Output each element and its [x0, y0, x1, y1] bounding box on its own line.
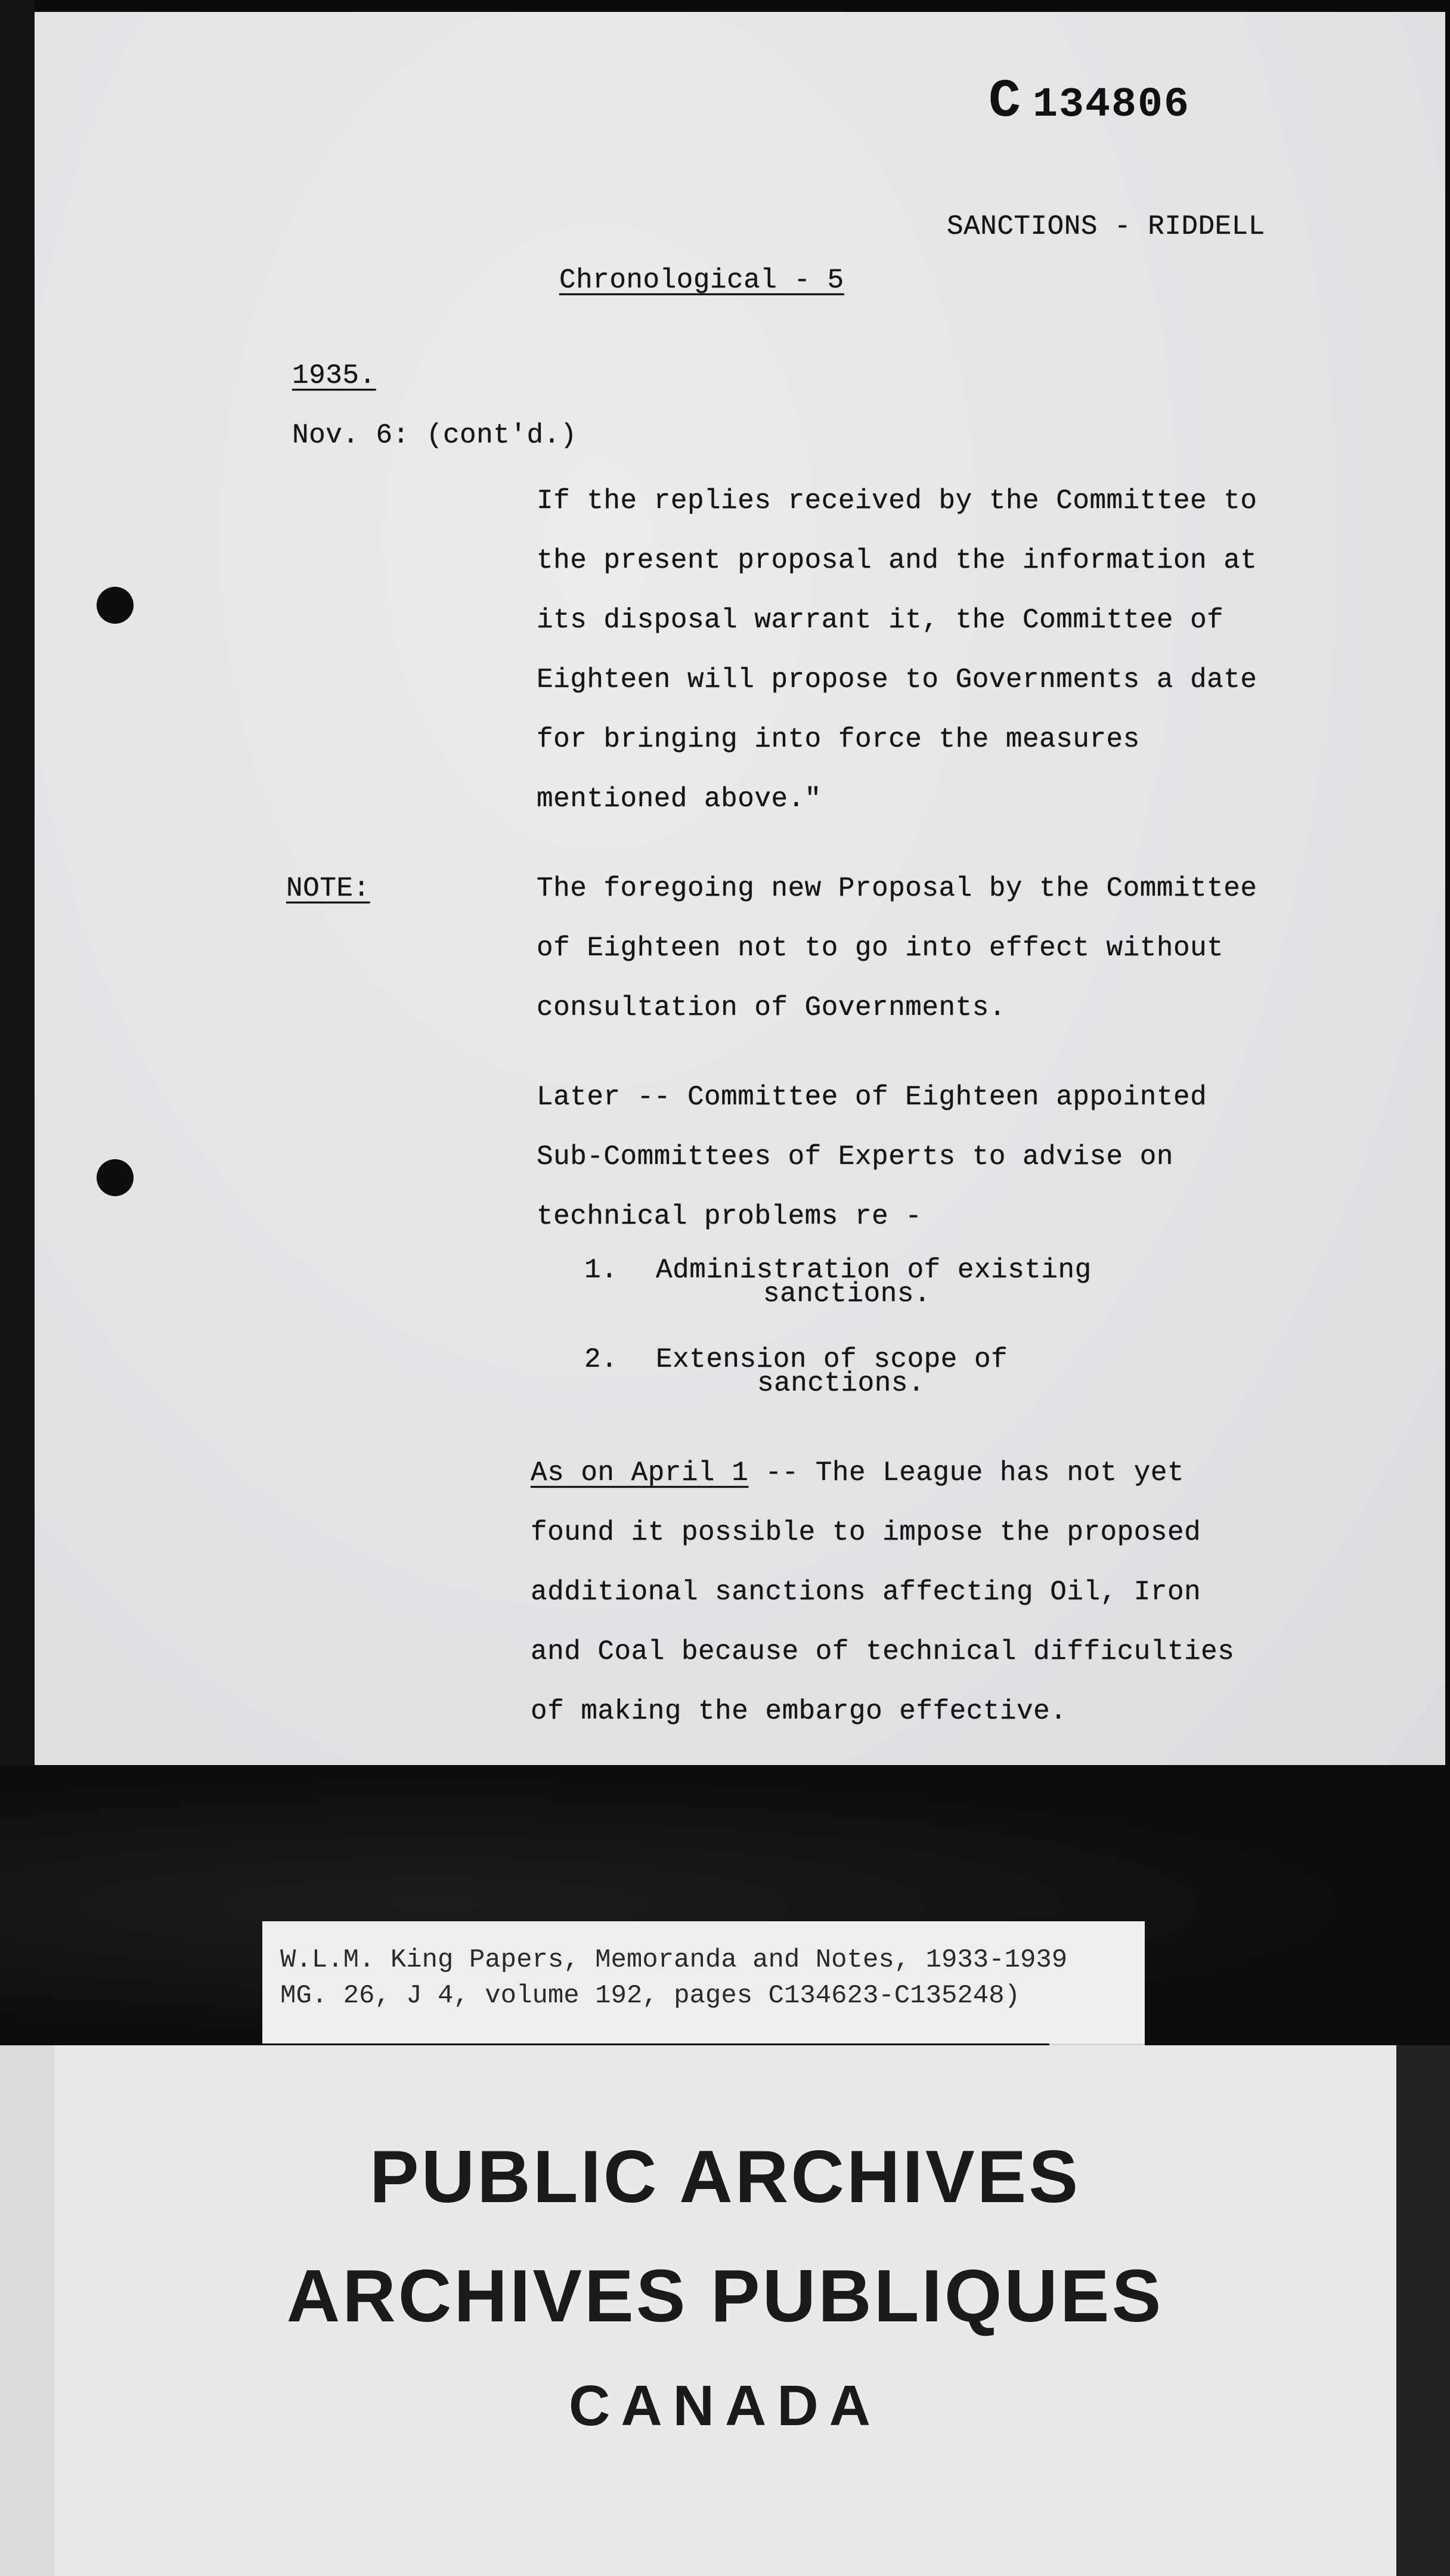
quote-line: mentioned above." [537, 784, 822, 815]
list-item-text: sanctions. [757, 1368, 925, 1399]
april-paragraph-first-line: As on April 1 -- The League has not yet [531, 1457, 1185, 1488]
quote-line: its disposal warrant it, the Committee of [537, 605, 1224, 636]
april-line: and Coal because of technical difficulties [531, 1636, 1235, 1667]
header-subject: SANCTIONS - RIDDELL [947, 211, 1265, 242]
note-line: consultation of Governments. [537, 992, 1006, 1023]
note-label: NOTE: [286, 873, 370, 904]
document-number: C 134806 [989, 72, 1191, 132]
note-line: of Eighteen not to go into effect without [537, 933, 1224, 964]
archive-reference-line: W.L.M. King Papers, Memoranda and Notes, 1933-1939 [280, 1945, 1068, 1975]
punch-hole [97, 1159, 134, 1196]
list-item-number: 2. [584, 1344, 618, 1375]
list-item-text: Administration of existing [656, 1255, 1092, 1286]
quote-line: for bringing into force the measures [537, 724, 1140, 755]
april-line: found it possible to impose the proposed [531, 1517, 1201, 1548]
quote-line: Eighteen will propose to Governments a date [537, 664, 1257, 695]
archive-reference-label [262, 1921, 1145, 2044]
later-line: Later -- Committee of Eighteen appointed [537, 1082, 1207, 1113]
quote-line: the present proposal and the information at [537, 545, 1257, 576]
archive-card-title: PUBLIC ARCHIVES [369, 2136, 1081, 2218]
april-line: additional sanctions affecting Oil, Iron [531, 1577, 1201, 1608]
april-line: of making the embargo effective. [531, 1696, 1067, 1727]
list-item-text: Extension of scope of [656, 1344, 1008, 1375]
year-heading: 1935. [292, 360, 376, 391]
page-title: Chronological - 5 [559, 265, 844, 296]
april-label: As on April 1 [531, 1457, 749, 1488]
memo-sheet [35, 12, 1445, 1765]
later-line: Sub-Committees of Experts to advise on [537, 1141, 1173, 1172]
punch-hole [97, 587, 134, 624]
document-number-prefix: C [989, 72, 1023, 132]
date-line: Nov. 6: (cont'd.) [292, 420, 577, 451]
list-item-text: sanctions. [763, 1278, 931, 1309]
archive-card-country: CANADA [569, 2374, 881, 2438]
later-line: technical problems re - [537, 1201, 922, 1232]
quote-line: If the replies received by the Committee to [537, 485, 1257, 516]
archive-reference-line: MG. 26, J 4, volume 192, pages C134623-C135248) [280, 1981, 1021, 2011]
list-item-number: 1. [584, 1255, 618, 1286]
film-frame-left [0, 0, 35, 1765]
archive-card-title-fr: ARCHIVES PUBLIQUES [286, 2255, 1164, 2337]
note-line: The foregoing new Proposal by the Committee [537, 873, 1257, 904]
